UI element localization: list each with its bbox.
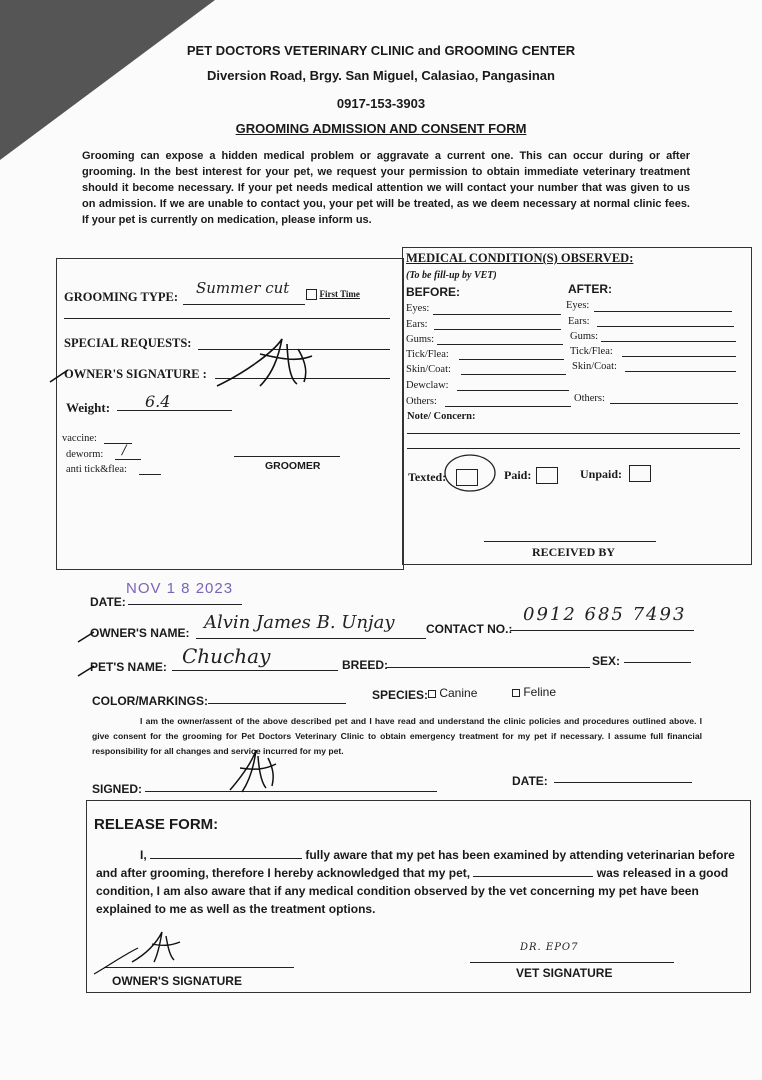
date-stamp: NOV 1 8 2023 — [126, 580, 234, 597]
unpaid-label: Unpaid: — [580, 467, 623, 481]
contact-value[interactable]: 0912 685 7493 — [523, 604, 687, 625]
vet-signature-label: VET SIGNATURE — [516, 966, 613, 980]
breed-label: BREED: — [342, 658, 389, 672]
release-text-2: was released in a good condition, I am also aware that if any medical condition observed by the vet concerning my pet have been explained to me as well as the treatment options. — [96, 866, 729, 916]
owner-signature-image — [212, 334, 322, 399]
clinic-address: Diversion Road, Brgy. San Miguel, Calasiao, Pangasinan — [207, 68, 555, 83]
release-paragraph — [96, 846, 746, 918]
check-mark-icon — [76, 662, 98, 678]
owner-name-label: OWNER'S NAME: — [90, 626, 190, 640]
after-item: Gums: — [570, 331, 599, 342]
after-item: Skin/Coat: — [572, 361, 617, 372]
after-item: Eyes: — [566, 300, 590, 311]
deworm-label: deworm: — [66, 449, 104, 460]
canine-checkbox[interactable] — [428, 690, 436, 698]
before-item: Others: — [406, 396, 437, 407]
species-canine-option[interactable] — [428, 686, 477, 700]
medical-title: MEDICAL CONDITION(S) OBSERVED: — [406, 251, 634, 265]
form-title: GROOMING ADMISSION AND CONSENT FORM — [235, 121, 527, 136]
medical-subtitle: (To be fill-up by VET) — [406, 270, 497, 281]
after-item: Tick/Flea: — [570, 346, 613, 357]
before-item: Skin/Coat: — [406, 364, 451, 375]
special-requests-label: SPECIAL REQUESTS: — [64, 336, 192, 350]
before-item: Eyes: — [406, 303, 430, 314]
species-label: SPECIES: — [372, 688, 429, 702]
species-feline-option[interactable] — [512, 685, 556, 699]
feline-checkbox[interactable] — [512, 689, 520, 697]
unpaid-checkbox[interactable] — [629, 465, 651, 482]
signature-stroke-icon — [92, 946, 142, 976]
intro-paragraph: Grooming can expose a hidden medical problem or aggravate a current one. This can occur during or after grooming. In the best interest for your pet, we request your permission to obtain immediate veterinary treatment should it become necessary. If your pet needs medical attention we will contact your number that was given to us on admission. If we are unable to contact you, your pet will be treated, as we deem necessary at normal clinic fees. If your pet is currently on medication, please inform us. — [82, 150, 690, 226]
grooming-type-label: GROOMING TYPE: — [64, 290, 179, 304]
weight-label: Weight: — [66, 400, 111, 415]
first-time-label: First Time — [319, 289, 360, 299]
received-by-label: RECEIVED BY — [532, 545, 616, 559]
before-item: Dewclaw: — [406, 380, 449, 391]
clinic-phone: 0917-153-3903 — [336, 96, 426, 111]
consent-signature-image — [226, 746, 286, 801]
check-mark-icon — [76, 628, 98, 644]
owner-name-value[interactable]: Alvin James B. Unjay — [204, 612, 395, 633]
note-label: Note/ Concern: — [407, 411, 476, 422]
before-item: Gums: — [406, 334, 435, 345]
after-item: Others: — [574, 393, 605, 404]
vet-signature-value: DR. EPO7 — [520, 942, 579, 953]
texted-circle-mark — [442, 452, 498, 494]
first-time-option[interactable] — [306, 289, 360, 300]
canine-label: Canine — [439, 686, 478, 700]
before-label: BEFORE: — [406, 285, 460, 299]
texted-label: Texted: — [408, 470, 447, 484]
weight-value[interactable]: 6.4 — [145, 392, 171, 411]
release-title: RELEASE FORM: — [94, 816, 219, 833]
after-label: AFTER: — [568, 282, 612, 296]
grooming-type-value[interactable]: Summer cut — [196, 279, 290, 297]
release-text-1: fully aware that my pet has been examined by attending veterinarian before and after grooming, therefore I hereby acknowledged that my pet, — [96, 848, 735, 880]
vaccine-label: vaccine: — [62, 433, 97, 444]
pet-name-value[interactable]: Chuchay — [182, 644, 271, 668]
consent-paragraph: I am the owner/assent of the above described pet and I have read and understand the clinic policies and procedures outlined above. I give consent for the grooming for Pet Doctors Veterinary Clinic to obtain emergency treatment for my pet if necessary. I assume full financial responsibility for all changes and service incurred for my pet. — [92, 716, 702, 756]
clinic-name: PET DOCTORS VETERINARY CLINIC and GROOMING CENTER — [186, 43, 576, 58]
sex-label: SEX: — [592, 654, 621, 668]
feline-label: Feline — [523, 685, 557, 699]
release-text-i: I, — [140, 848, 147, 862]
owner-signature-label: OWNER'S SIGNATURE : — [64, 367, 207, 381]
date-label: DATE: — [90, 595, 126, 609]
antitick-label: anti tick&flea: — [66, 464, 127, 475]
before-item: Ears: — [406, 319, 428, 330]
deworm-value[interactable]: / — [122, 443, 127, 458]
contact-label: CONTACT NO.: — [426, 622, 513, 636]
after-item: Ears: — [568, 316, 590, 327]
pet-name-label: PET'S NAME: — [90, 660, 167, 674]
check-mark-icon — [48, 366, 70, 384]
consent-date-label: DATE: — [512, 774, 548, 788]
first-time-checkbox[interactable] — [306, 289, 317, 300]
before-item: Tick/Flea: — [406, 349, 449, 360]
signed-label: SIGNED: — [92, 782, 143, 796]
paid-label: Paid: — [504, 468, 532, 482]
color-label: COLOR/MARKINGS: — [92, 694, 208, 708]
paid-checkbox[interactable] — [536, 467, 558, 484]
release-owner-signature-label: OWNER'S SIGNATURE — [112, 974, 242, 988]
groomer-label: GROOMER — [265, 460, 321, 472]
